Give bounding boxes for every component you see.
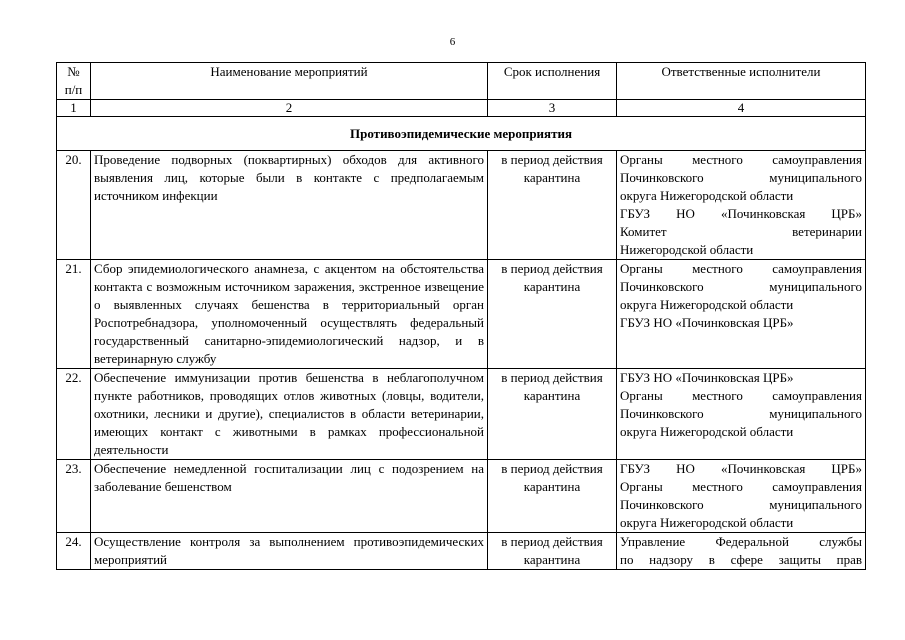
column-index: 2 (91, 100, 488, 117)
responsible-line: округа Нижегородской области (620, 188, 794, 203)
responsible-line: Органы местного самоуправления (620, 388, 862, 403)
section-title: Противоэпидемические мероприятия (57, 117, 866, 151)
measure-name: Обеспечение иммунизации против бешенства в неблагополучном пункте работников, проводящих отлов животных (ловцы, водители, охотники, лесники и другие), специалистов в области ветеринарии, имеющих контакт с животными в рамках профессиональной деятельности (91, 369, 488, 460)
header-number (57, 63, 91, 100)
measure-term: в период действия карантина (488, 260, 617, 369)
header-number-line1: № (67, 64, 80, 79)
measure-responsible (617, 260, 866, 369)
table-row (57, 460, 866, 533)
responsible-line: Починковского муниципального (620, 406, 862, 421)
column-index: 4 (617, 100, 866, 117)
measure-name: Обеспечение немедленной госпитализации лиц с подозрением на заболевание бешенством (91, 460, 488, 533)
table-row (57, 260, 866, 369)
measure-term: в период действия карантина (488, 460, 617, 533)
section-row (57, 117, 866, 151)
column-index-row (57, 100, 866, 117)
page-number: 6 (449, 36, 456, 48)
measure-name: Сбор эпидемиологического анамнеза, с акцентом на обстоятельства контакта с возможным источником заражения, экстренное извещение о выявленных случаях бешенства в территориальный орган Роспотребнадзора, уполномоченный осуществлять федеральный государственный санитарно-эпидемиологический надзор, и в ветеринарную службу (91, 260, 488, 369)
table-row (57, 369, 866, 460)
responsible-line: округа Нижегородской области (620, 297, 794, 312)
row-number: 21. (57, 260, 91, 369)
header-row (57, 63, 866, 100)
column-index: 1 (57, 100, 91, 117)
header-term: Срок исполнения (488, 63, 617, 100)
measure-responsible (617, 533, 866, 570)
responsible-line: Органы местного самоуправления (620, 152, 862, 167)
responsible-line: Управление Федеральной службы (620, 534, 862, 549)
responsible-line: округа Нижегородской области (620, 515, 794, 530)
measure-term: в период действия карантина (488, 151, 617, 260)
measure-responsible (617, 460, 866, 533)
table-row (57, 533, 866, 570)
responsible-line: ГБУЗ НО «Починковская ЦРБ» (620, 461, 862, 476)
responsible-line: ГБУЗ НО «Починковская ЦРБ» (620, 315, 794, 330)
measure-name: Проведение подворных (поквартирных) обходов для активного выявления лиц, которые были в контакте с предполагаемым источником инфекции (91, 151, 488, 260)
responsible-line: округа Нижегородской области (620, 424, 794, 439)
responsible-line: Органы местного самоуправления (620, 479, 862, 494)
measure-term: в период действия карантина (488, 369, 617, 460)
measure-responsible (617, 151, 866, 260)
table-row (57, 151, 866, 260)
responsible-line: Органы местного самоуправления (620, 261, 862, 276)
header-responsible: Ответственные исполнители (617, 63, 866, 100)
measure-term: в период действия карантина (488, 533, 617, 570)
row-number: 24. (57, 533, 91, 570)
measure-name: Осуществление контроля за выполнением противоэпидемических мероприятий (91, 533, 488, 570)
responsible-line: Комитет ветеринарии (620, 224, 862, 239)
header-name: Наименование мероприятий (91, 63, 488, 100)
measure-responsible (617, 369, 866, 460)
responsible-line: Починковского муниципального (620, 279, 862, 294)
responsible-line: Нижегородской области (620, 242, 754, 257)
row-number: 23. (57, 460, 91, 533)
responsible-line: ГБУЗ НО «Починковская ЦРБ» (620, 370, 794, 385)
responsible-line: Починковского муниципального (620, 170, 862, 185)
row-number: 22. (57, 369, 91, 460)
row-number: 20. (57, 151, 91, 260)
responsible-line: Починковского муниципального (620, 497, 862, 512)
measures-table (56, 62, 866, 570)
column-index: 3 (488, 100, 617, 117)
header-number-line2: п/п (64, 82, 83, 97)
responsible-line: ГБУЗ НО «Починковская ЦРБ» (620, 206, 862, 221)
responsible-line: по надзору в сфере защиты прав (620, 552, 862, 567)
